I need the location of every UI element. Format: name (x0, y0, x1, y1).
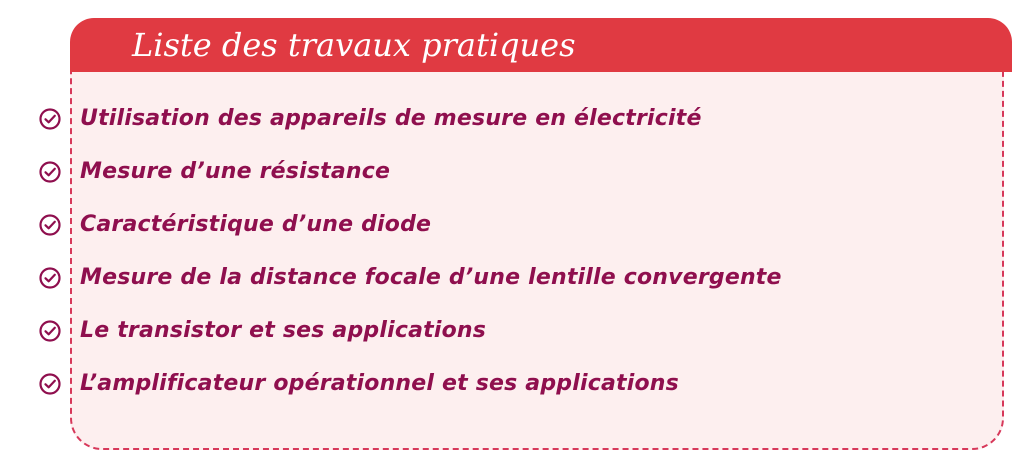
list-item (38, 251, 782, 304)
list-item-label: Le transistor et ses applications (80, 318, 487, 343)
list-item-label: Mesure de la distance focale d’une lentille convergente (80, 265, 782, 290)
check-circle-icon (38, 319, 62, 343)
list-item (38, 304, 782, 357)
list-item (38, 92, 782, 145)
practical-work-list (38, 92, 782, 410)
list-item (38, 198, 782, 251)
check-circle-icon (38, 107, 62, 131)
card-header (70, 18, 1012, 72)
check-circle-icon (38, 266, 62, 290)
list-item-label: Caractéristique d’une diode (80, 212, 432, 237)
list-item-label: Utilisation des appareils de mesure en électricité (80, 106, 702, 131)
check-circle-icon (38, 372, 62, 396)
list-item-label: Mesure d’une résistance (80, 159, 391, 184)
card-title: Liste des travaux pratiques (132, 26, 576, 64)
list-item (38, 145, 782, 198)
list-item (38, 357, 782, 410)
check-circle-icon (38, 213, 62, 237)
check-circle-icon (38, 160, 62, 184)
list-item-label: L’amplificateur opérationnel et ses applications (80, 371, 679, 396)
